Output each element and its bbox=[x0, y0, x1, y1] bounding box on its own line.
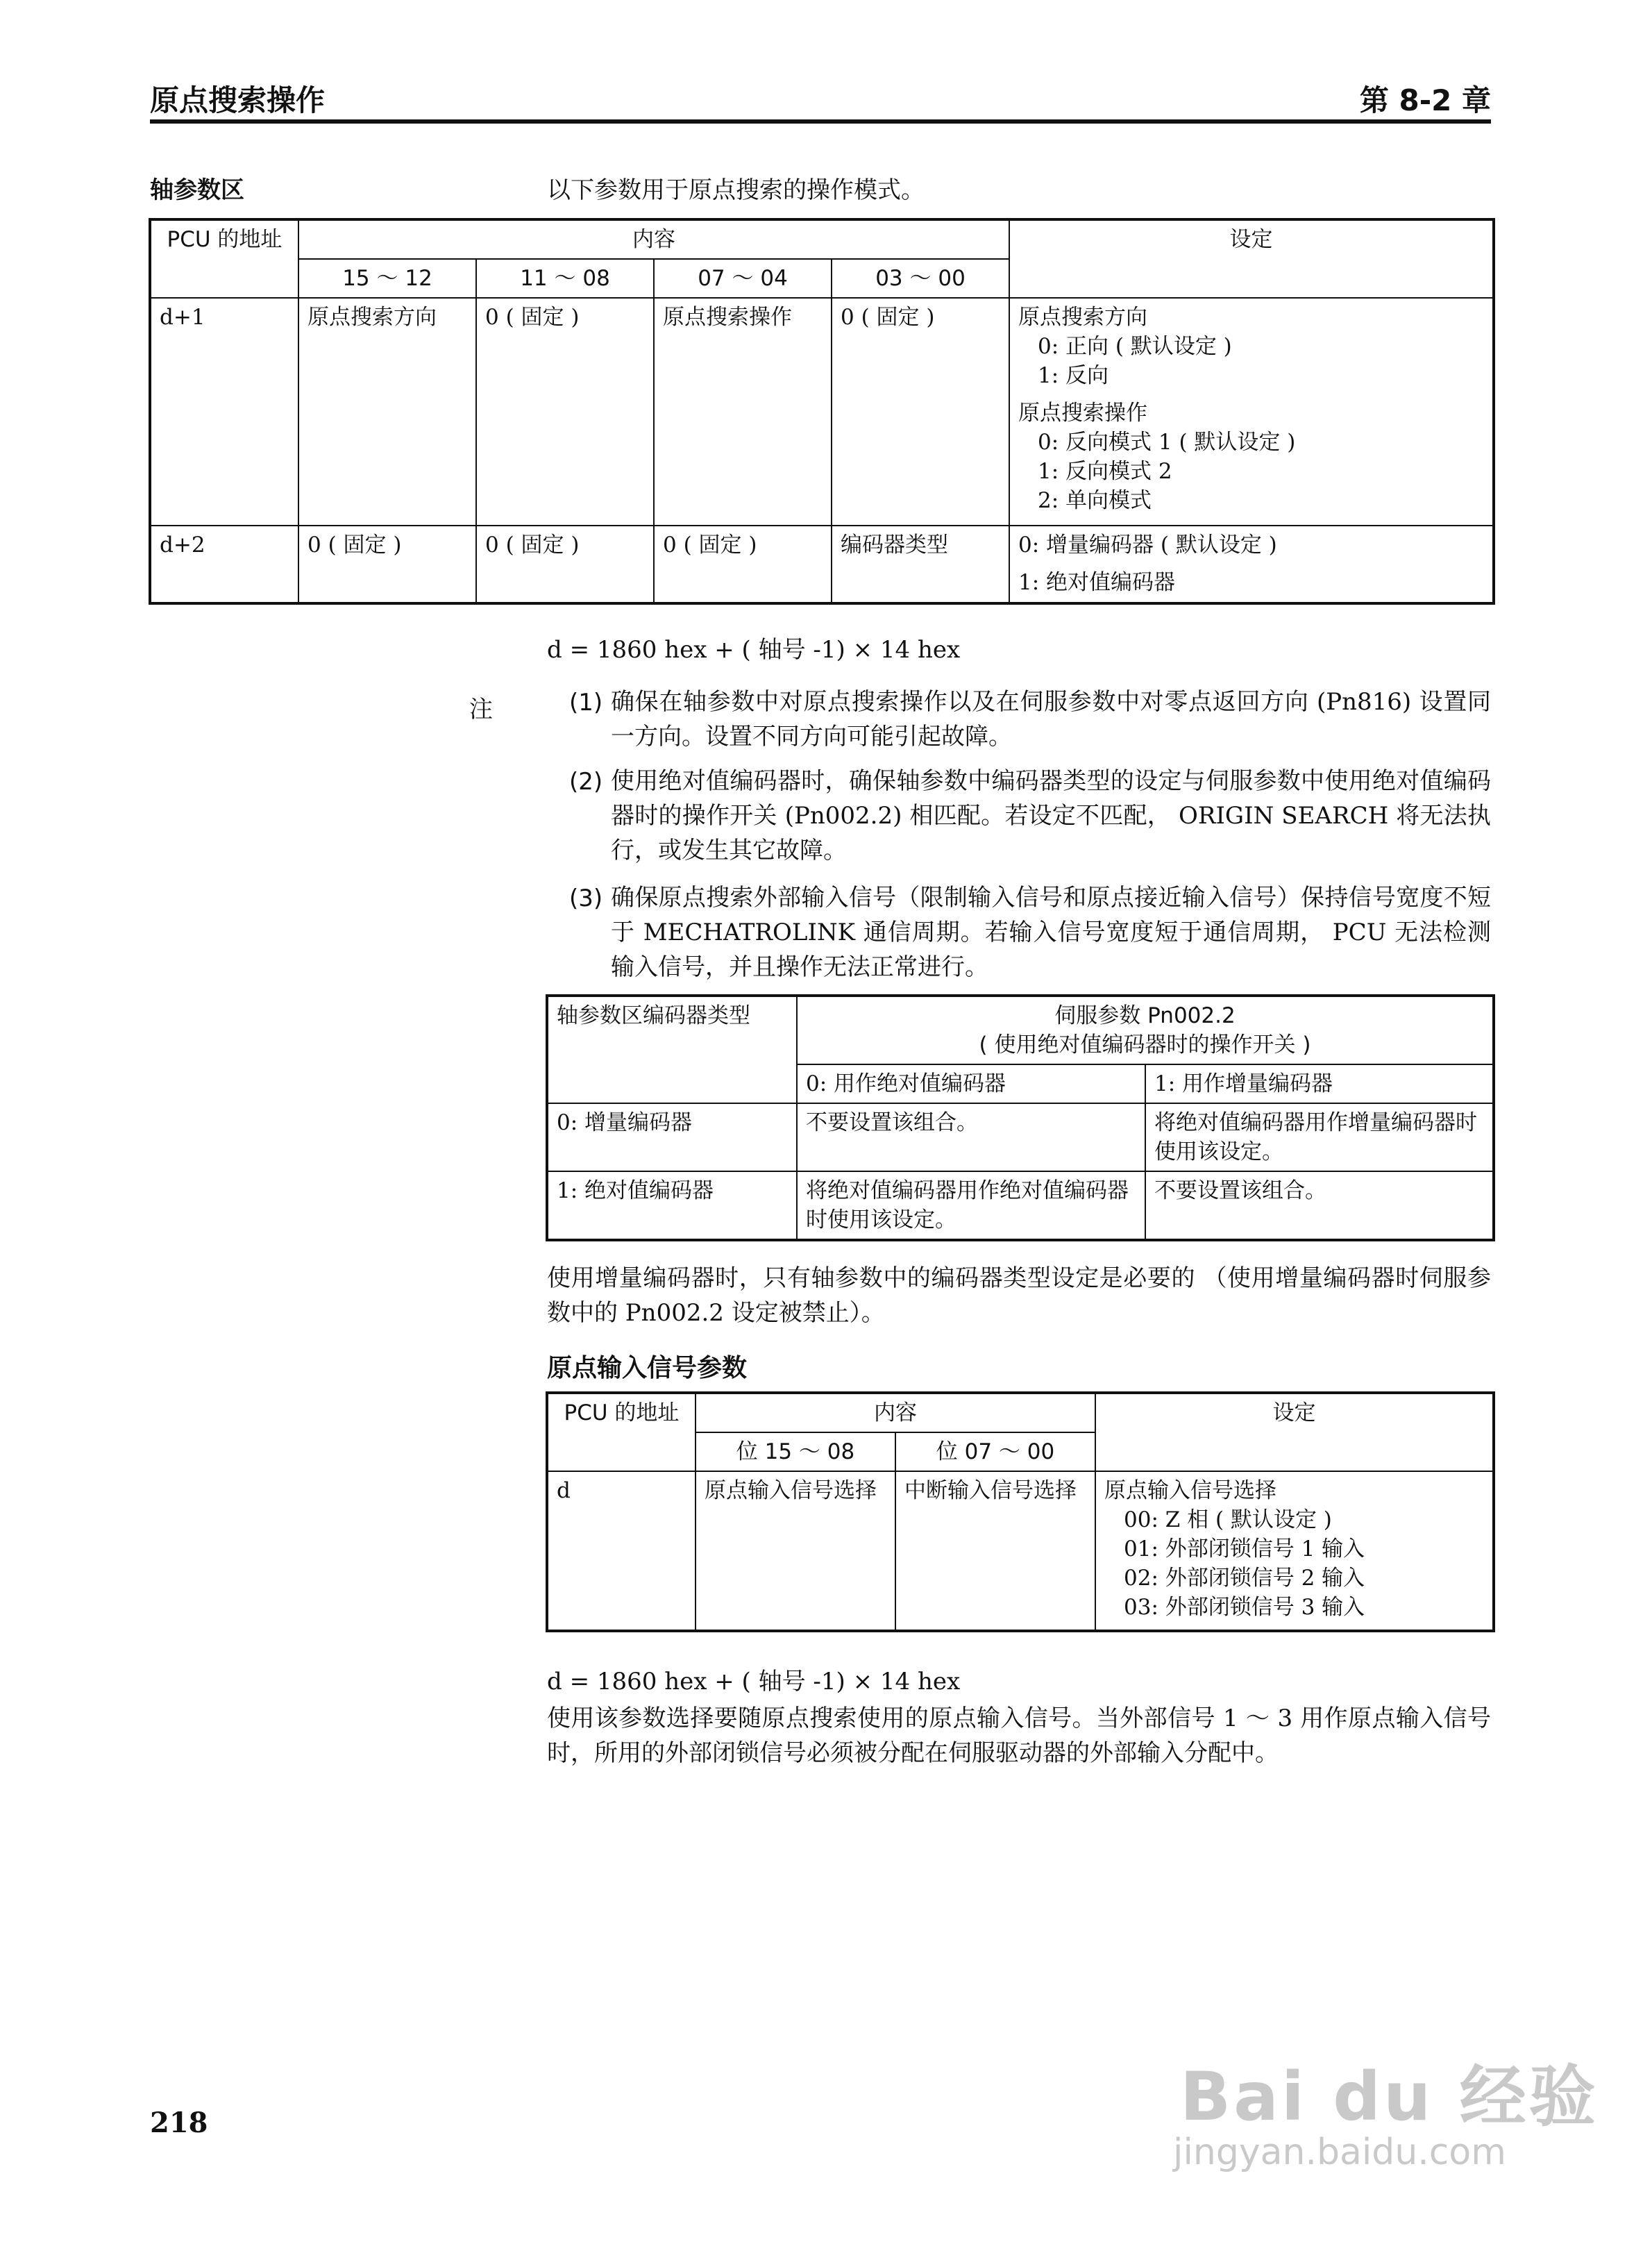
setting-group-title: 原点搜索操作 bbox=[1018, 401, 1147, 426]
table-cell: 原点搜索操作 bbox=[654, 298, 832, 526]
baidu-url-watermark: jingyan.baidu.com bbox=[1173, 2132, 1506, 2173]
setting-item: 0: 反向模式 1 ( 默认设定 ) bbox=[1038, 430, 1296, 455]
match-sub-header: 1: 用作增量编码器 bbox=[1145, 1064, 1494, 1103]
table-cell-setting bbox=[1009, 526, 1494, 603]
match-cell-type: 0: 增量编码器 bbox=[547, 1103, 797, 1171]
setting-item: 02: 外部闭锁信号 2 输入 bbox=[1124, 1566, 1365, 1591]
page-number: 218 bbox=[150, 2107, 208, 2139]
servo-header-line: 伺服参数 Pn002.2 bbox=[1054, 1003, 1236, 1028]
baidu-logo-watermark: Bai du 经验 bbox=[1180, 2058, 1599, 2136]
setting-item: 03: 外部闭锁信号 3 输入 bbox=[1124, 1595, 1365, 1620]
match-sub-header: 0: 用作绝对值编码器 bbox=[797, 1064, 1145, 1103]
setting-item: 1: 反向模式 2 bbox=[1038, 459, 1172, 484]
match-cell-type: 1: 绝对值编码器 bbox=[547, 1171, 797, 1240]
table-cell: 原点搜索方向 bbox=[298, 298, 476, 526]
setting-item: 0: 增量编码器 ( 默认设定 ) bbox=[1018, 533, 1277, 558]
axis-param-intro: 以下参数用于原点搜索的操作模式。 bbox=[547, 176, 925, 204]
bit-header: 15 ～ 12 bbox=[298, 259, 476, 298]
bit-header: 03 ～ 00 bbox=[832, 259, 1009, 298]
table-cell: 编码器类型 bbox=[832, 526, 1009, 603]
table-cell-address: d+2 bbox=[150, 526, 298, 603]
setting-item: 00: Z 相 ( 默认设定 ) bbox=[1124, 1507, 1332, 1532]
match-cell: 不要设置该组合。 bbox=[1145, 1171, 1494, 1240]
col-header-setting: 设定 bbox=[1009, 219, 1494, 298]
table-cell-setting bbox=[1009, 298, 1494, 526]
match-cell: 将绝对值编码器用作增量编码器时使用该设定。 bbox=[1145, 1103, 1494, 1171]
setting-item: 0: 正向 ( 默认设定 ) bbox=[1038, 334, 1232, 359]
table-cell: 0 ( 固定 ) bbox=[654, 526, 832, 603]
table-cell-setting bbox=[1095, 1471, 1494, 1631]
chapter-label: 第 8-2 章 bbox=[1359, 83, 1491, 117]
incremental-note: 使用增量编码器时，只有轴参数中的编码器类型设定是必要的 （使用增量编码器时伺服参数中的 Pn002.2 设定被禁止）。 bbox=[547, 1264, 1491, 1327]
table-cell: 中断输入信号选择 bbox=[895, 1471, 1095, 1631]
setting-group-title: 原点搜索方向 bbox=[1018, 305, 1147, 330]
col-header-setting: 设定 bbox=[1095, 1393, 1494, 1471]
header-rule bbox=[150, 119, 1491, 124]
match-cell: 不要设置该组合。 bbox=[797, 1103, 1145, 1171]
col-header-content: 内容 bbox=[298, 219, 1009, 259]
origin-input-title: 原点输入信号参数 bbox=[547, 1354, 748, 1382]
col-header-address: PCU 的地址 bbox=[547, 1393, 696, 1471]
col-header-address: PCU 的地址 bbox=[150, 219, 298, 298]
note-number: (1) bbox=[569, 689, 603, 717]
bit-header: 位 15 ～ 08 bbox=[696, 1432, 895, 1471]
bit-header: 07 ～ 04 bbox=[654, 259, 832, 298]
setting-item: 1: 反向 bbox=[1038, 363, 1109, 388]
setting-item: 01: 外部闭锁信号 1 输入 bbox=[1124, 1537, 1365, 1561]
section-title: 原点搜索操作 bbox=[150, 83, 326, 117]
table-cell: 原点输入信号选择 bbox=[696, 1471, 895, 1631]
setting-group-title: 原点输入信号选择 bbox=[1104, 1478, 1276, 1503]
match-col-header-type: 轴参数区编码器类型 bbox=[547, 996, 797, 1103]
note-number: (3) bbox=[569, 885, 603, 912]
table-cell: 0 ( 固定 ) bbox=[298, 526, 476, 603]
origin-input-description: 使用该参数选择要随原点搜索使用的原点输入信号。当外部信号 1 ～ 3 用作原点输入信号时，所用的外部闭锁信号必须被分配在伺服驱动器的外部输入分配中。 bbox=[547, 1705, 1491, 1767]
bit-header: 11 ～ 08 bbox=[476, 259, 654, 298]
note-number: (2) bbox=[569, 768, 603, 796]
table-cell: 0 ( 固定 ) bbox=[476, 526, 654, 603]
match-col-header-servo bbox=[797, 996, 1494, 1064]
axis-param-table bbox=[149, 218, 1495, 605]
setting-item: 1: 绝对值编码器 bbox=[1018, 570, 1176, 595]
note-text: 使用绝对值编码器时，确保轴参数中编码器类型的设定与伺服参数中使用绝对值编码器时的操作开关 (Pn002.2) 相匹配。若设定不匹配， ORIGIN SEARCH 将无法执行，或发生其它故障。 bbox=[611, 767, 1491, 864]
table-cell-address: d+1 bbox=[150, 298, 298, 526]
encoder-match-table bbox=[546, 994, 1495, 1241]
address-formula: d = 1860 hex + ( 轴号 -1) × 14 hex bbox=[547, 1668, 961, 1695]
table-cell: 0 ( 固定 ) bbox=[476, 298, 654, 526]
servo-header-line: ( 使用绝对值编码器时的操作开关 ) bbox=[979, 1032, 1311, 1057]
table-cell: 0 ( 固定 ) bbox=[832, 298, 1009, 526]
note-text: 确保原点搜索外部输入信号（限制输入信号和原点接近输入信号）保持信号宽度不短于 MECHATROLINK 通信周期。若输入信号宽度短于通信周期， PCU 无法检测输入信号，并且操作无法正常进行。 bbox=[611, 884, 1491, 981]
origin-input-table bbox=[546, 1391, 1495, 1632]
bit-header: 位 07 ～ 00 bbox=[895, 1432, 1095, 1471]
address-formula: d = 1860 hex + ( 轴号 -1) × 14 hex bbox=[547, 636, 961, 664]
setting-item: 2: 单向模式 bbox=[1038, 488, 1152, 513]
col-header-content: 内容 bbox=[696, 1393, 1095, 1432]
notes-label: 注 bbox=[469, 696, 493, 723]
note-text: 确保在轴参数中对原点搜索操作以及在伺服参数中对零点返回方向 (Pn816) 设置同一方向。设置不同方向可能引起故障。 bbox=[611, 688, 1491, 751]
axis-param-label: 轴参数区 bbox=[150, 176, 244, 204]
match-cell: 将绝对值编码器用作绝对值编码器时使用该设定。 bbox=[797, 1171, 1145, 1240]
table-cell-address: d bbox=[547, 1471, 696, 1631]
